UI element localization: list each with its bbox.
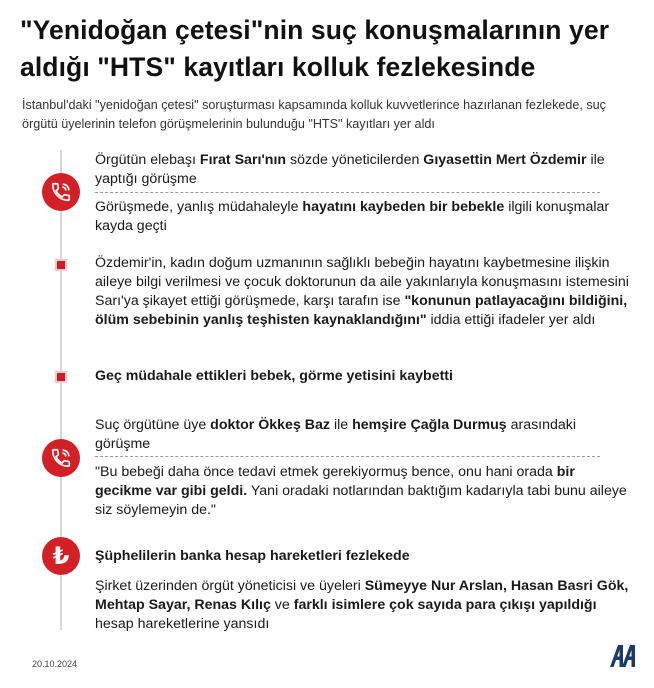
bold-text-run: doktor Ökkeş Baz: [210, 417, 331, 433]
section1-text2: [95, 254, 635, 330]
section2-header: [95, 416, 635, 454]
bold-text-run: hemşire Çağla Durmuş: [352, 417, 507, 433]
bold-text-run: hayatını kaybeden bir bebekle: [302, 199, 505, 215]
page-title: "Yenidoğan çetesi"nin suç konuşmalarının yer aldığı "HTS" kayıtları kolluk fezlekesinde: [20, 15, 610, 82]
bold-text-run: Şüphelilerin banka hesap hareketleri fezlekede: [95, 548, 410, 564]
text-run: ilgili konuşmalar kayda geçti: [95, 199, 610, 234]
text-run: Örgütün elebaşı: [95, 152, 200, 168]
text-run: hesap hareketlerine yansıdı: [95, 616, 270, 632]
text-run: Suç örgütüne üye: [95, 417, 211, 433]
bold-text-run: Geç müdahale ettikleri bebek, görme yetisini kaybetti: [95, 368, 453, 384]
text-run: ve: [270, 597, 294, 613]
section3-header: [95, 547, 635, 566]
text-run: arasındaki görüşme: [95, 417, 577, 452]
divider: [95, 456, 600, 457]
square-bullet-icon: [55, 259, 67, 271]
text-run: Özdemir'in, kadın doğum uzmanının sağlıklı bebeğin hayatını kaybetmesine ilişkin aileye bilgi verilmesi ve çocuk doktorunun da aile yakınlarıyla konuşmasını istemesini Sarı'ya şikayet ettiği görüşmede, karşı tarafın ise: [95, 255, 629, 309]
text-run: "Bu bebeği daha önce tedavi etmek gerekiyormuş bence, onu hani orada: [95, 464, 557, 480]
date-label: 20.10.2024: [32, 659, 78, 669]
bold-text-run: Gıyasettin Mert Özdemir: [423, 152, 587, 168]
bold-text-run: Fırat Sarı'nın: [199, 152, 287, 168]
text-run: ile yaptığı görüşme: [95, 152, 605, 187]
phone-icon: [42, 173, 80, 211]
aa-logo: [608, 640, 638, 670]
text-run: Görüşmede, yanlış müdahaleyle: [95, 199, 303, 215]
divider: [95, 192, 600, 193]
bold-text-run: bir gecikme var gibi geldi.: [95, 464, 575, 499]
lira-icon: ₺: [42, 537, 80, 575]
text-run: Yani oradaki notlarından baktığım kadarıyla tabi bunu aileye siz söylemeyin de.": [95, 483, 627, 518]
section2-text1: [95, 463, 635, 520]
text-run: sözde yöneticilerden: [286, 152, 424, 168]
section1-text3: [95, 367, 635, 386]
section1-text1: [95, 198, 635, 236]
bold-text-run: farklı isimlere çok sayıda para çıkışı yapıldığı: [293, 597, 597, 613]
section1-header: [95, 151, 635, 189]
text-run: iddia ettiği ifadeler yer aldı: [426, 312, 596, 328]
page-subtitle: İstanbul'daki "yenidoğan çetesi" soruşturması kapsamında kolluk kuvvetlerince hazırlanan fezlekede, suç örgütü üyelerinin telefon görüşmelerinin bulunduğu "HTS" kayıtları yer aldı: [22, 98, 606, 131]
text-run: Şirket üzerinden örgüt yöneticisi ve üyeleri: [95, 578, 365, 594]
phone-icon: [42, 439, 80, 477]
bold-text-run: Sümeyye Nur Arslan, Hasan Basri Gök, Mehtap Sayar, Renas Kılıç: [95, 578, 629, 613]
bold-text-run: "konunun patlayacağını bildiğini, ölüm sebebinin yanlış teşhisten kaynaklandığını": [95, 293, 628, 328]
square-bullet-icon: [55, 371, 67, 383]
text-run: ile: [330, 417, 353, 433]
section3-text1: [95, 577, 635, 634]
